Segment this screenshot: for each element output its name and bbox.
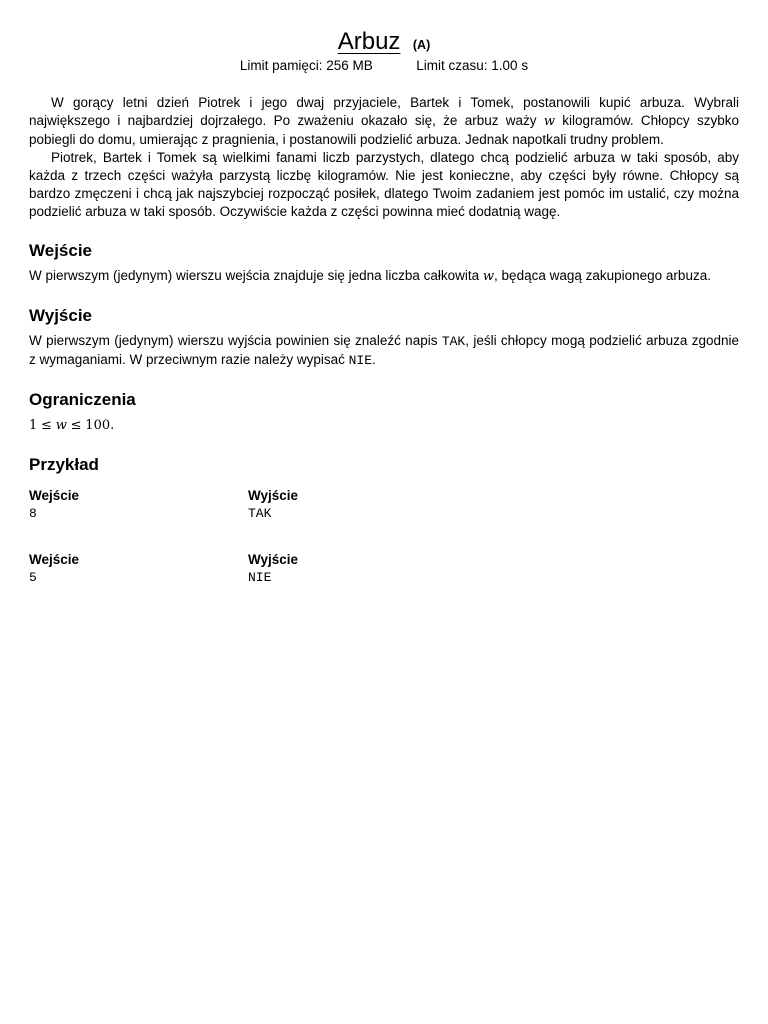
example-output-value: NIE: [248, 570, 272, 585]
time-limit: Limit czasu: 1.00 s: [416, 58, 529, 73]
problem-statement: [29, 94, 739, 221]
example-output-label: Wyjście: [248, 488, 299, 503]
title-row: [29, 26, 739, 58]
constraints-heading: Ograniczenia: [29, 390, 136, 409]
example-input-value: 8: [29, 506, 37, 521]
code-nie: NIE: [348, 353, 372, 368]
example-heading: Przykład: [29, 455, 99, 474]
output-heading: Wyjście: [29, 306, 93, 325]
input-heading: Wejście: [29, 241, 93, 260]
problem-page: [29, 26, 739, 615]
example-output: [248, 551, 298, 587]
example-2: [29, 551, 739, 589]
constraints-formula: 1 ≤ w ≤ 100.: [29, 418, 115, 433]
examples-list: [29, 487, 739, 589]
example-section: [29, 453, 739, 589]
input-section: [29, 239, 739, 286]
problem-title: Arbuz: [337, 28, 401, 55]
input-description: W pierwszym (jedynym) wierszu wejścia znajduje się jedna liczba całkowita w, będąca wagą zakupionego arbuza.: [29, 268, 711, 284]
output-description: W pierwszym (jedynym) wierszu wyjścia powinien się znaleźć napis TAK, jeśli chłopcy mogą podzielić arbuza zgodnie z wymaganiami. W przeciwnym razie należy wypisać NIE.: [29, 333, 739, 368]
statement-paragraph-2: Piotrek, Bartek i Tomek są wielkimi fanami liczb parzystych, dlatego chcą podzielić arbuza w taki sposób, aby każda z trzech części ważyła parzystą liczbę kilogramów. Nie jest konieczne, aby części były równe. Chłopcy są bardzo zmęczeni i chcą jak najszybciej rozpocząć posiłek, dlatego Twoim zadaniem jest pomóc im ustalić, czy można podzielić arbuza w taki sposób. Oczywiście każda z części powinna mieć dodatnią wagę.: [29, 150, 739, 219]
output-section: [29, 304, 739, 370]
example-1: [29, 487, 739, 525]
example-output: [248, 487, 298, 523]
example-input-label: Wejście: [29, 488, 80, 503]
example-input: [29, 551, 79, 587]
limits-line: [29, 56, 739, 76]
variable-w: w: [543, 114, 555, 129]
memory-limit: Limit pamięci: 256 MB: [239, 58, 373, 73]
example-output-label: Wyjście: [248, 552, 299, 567]
example-input-label: Wejście: [29, 552, 80, 567]
example-input-value: 5: [29, 570, 37, 585]
task-id: (A): [412, 38, 431, 52]
example-input: [29, 487, 79, 523]
example-output-value: TAK: [248, 506, 272, 521]
variable-w: w: [482, 269, 495, 284]
code-tak: TAK: [441, 334, 466, 349]
constraints-section: [29, 388, 739, 435]
statement-paragraph-1: W gorący letni dzień Piotrek i jego dwaj przyjaciele, Bartek i Tomek, postanowili kupić arbuza. Wybrali największego i najbardziej dojrzałego. Po zważeniu okazało się, że arbuz waży w kilogramów. Chłopcy szybko pobiegli do domu, umierając z pragnienia, i postanowili podzielić arbuza. Jednak napotkali trudny problem.: [29, 95, 739, 147]
